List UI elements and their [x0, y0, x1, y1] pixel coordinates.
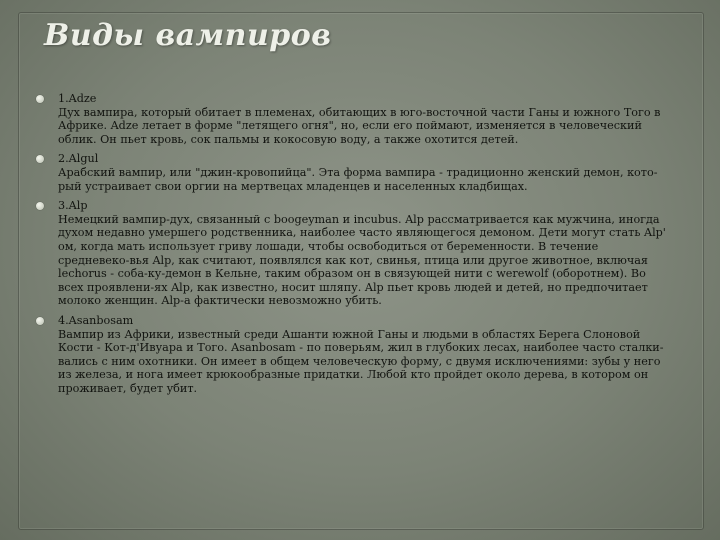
item-heading: 4.Asanbosam	[58, 313, 134, 327]
item-heading: 2.Algul	[58, 152, 99, 166]
list-item	[36, 199, 672, 308]
item-text: Немецкий вампир-дух, связанный с boogeyman и incubus. Alp рассматривается как мужчина, иногда духом недавно умершего родственника, наиболее часто являющегося демоном. Дети могут стать Alp' ом, когда мать использует гриву лошади, чтобы освободиться от беременности. В течение средневеко-вья Alp, как считают, появлялся как кот, свинья, птица или другое животное, включая lechorus - соба-ку-демон в Кельне, таким образом он в связующей нити с werewolf (оборотнем). Во всех проявлени-ях Alp, как известно, носит шляпу. Alp пьет кровь людей и детей, но предпочитает молоко женщин. Alp-а фактически невозможно убить.	[58, 212, 666, 308]
item-text: Вампир из Африки, известный среди Ашанти южной Ганы и людьми в областях Берега Слоновой Кости - Кот-д'Ивуара и Того. Asanbosam - по поверьям, жил в глубоких лесах, наиболее часто сталки-вались с ним охотники. Он имеет в общем человеческую форму, с двумя исключениями: зубы у него из железа, и нога имеет крюкообразные придатки. Любой кто пройдет около дерева, в котором он проживает, будет убит.	[58, 327, 664, 395]
list-item	[36, 92, 672, 146]
bullet-icon	[36, 202, 44, 210]
list-item	[36, 314, 672, 396]
item-text: Арабский вампир, или "джин-кровопийца". Эта форма вампира - традиционно женский демон, кото-рый устраивает свои оргии на мертвецах младенцев и населенных кладбищах.	[58, 165, 658, 193]
bullet-icon	[36, 155, 44, 163]
item-heading: 3.Alp	[58, 199, 88, 213]
bullet-list	[36, 92, 672, 401]
bullet-icon	[36, 95, 44, 103]
bullet-icon	[36, 317, 44, 325]
list-item	[36, 152, 672, 193]
item-text: Дух вампира, который обитает в племенах, обитающих в юго-восточной части Ганы и южного Того в Африке. Adze летает в форме "летящего огня", но, если его поймают, изменяется в человеческий облик. Он пьет кровь, сок пальмы и кокосовую воду, а также охотится детей.	[58, 105, 661, 146]
item-heading: 1.Adze	[58, 92, 97, 105]
slide-title: Виды вампиров	[44, 18, 332, 53]
